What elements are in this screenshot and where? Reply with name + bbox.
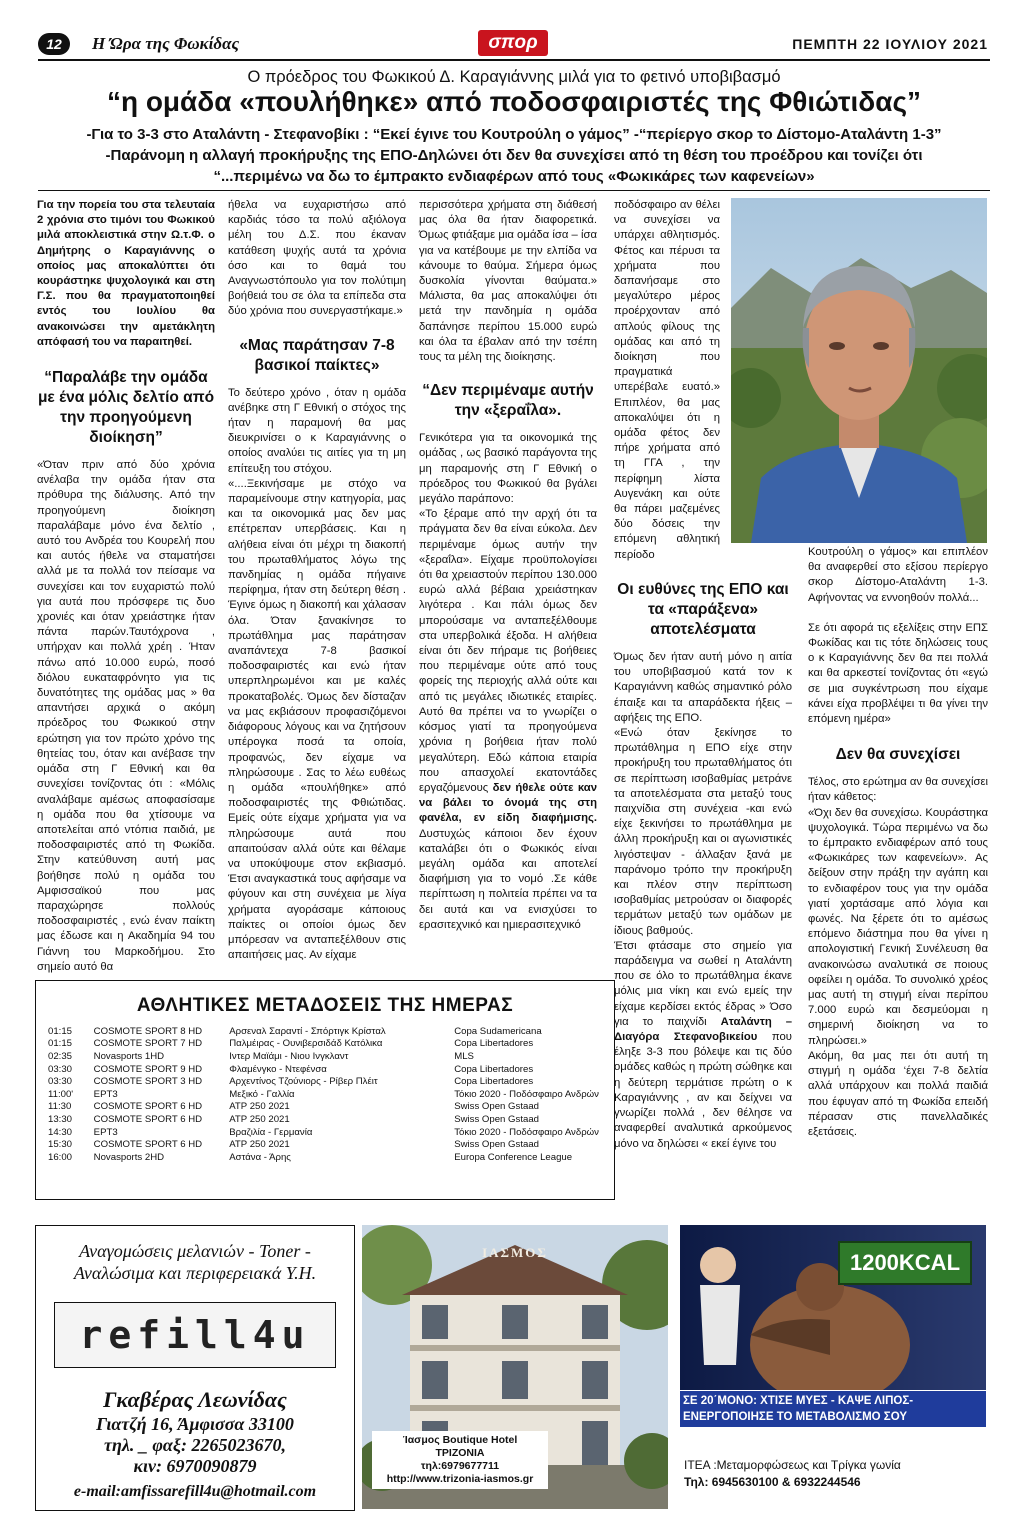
body-paragraph: Κουτρούλη ο γάμος» και επιπλέον θα αναφερθεί στο εξίσου περίεργο σκορ Δίστομο-Αταλάντη 1-3. Αφήνοντας να εννοηθούν πολλά... <box>808 546 988 604</box>
sports-broadcasts-box <box>35 980 615 1200</box>
lead-paragraph: Για την πορεία του στα τελευταία 2 χρόνια στο τιμόνι του Φωκικού μιλά αποκλειστικά στην Ω.τ.Φ. ο Δημήτρης ο Καραγιάννης ο οποίος μας αποκαλύπτει ότι κουράστηκε ψυχολογικά και στη Γ.Σ. που θα πραγματοποιηθεί εντός του Ιουλίου θα ανακοινώσει την αμετάκλητη απόφασή του να παραιτηθεί. <box>37 199 215 348</box>
refill4u-logo: refill4u <box>79 1313 311 1357</box>
refill4u-ad <box>35 1225 355 1511</box>
refill4u-logo-box <box>54 1302 336 1368</box>
broadcast-competition: Copa Libertadores <box>454 1063 534 1075</box>
broadcast-event: Μεξικό - Γαλλία <box>229 1088 295 1100</box>
broadcast-event: ATP 250 2021 <box>229 1139 290 1151</box>
broadcast-row <box>48 1113 614 1126</box>
broadcast-time: 03:30 <box>48 1076 73 1088</box>
broadcasts-table <box>48 1025 614 1164</box>
article-kicker: Ο πρόεδρος του Φωκικού Δ. Καραγιάννης μιλά για το φετινό υποβιβασμό <box>247 68 781 86</box>
broadcast-event: Αρχεντίνος Τζούνιορς - Ρίβερ Πλέιτ <box>229 1076 378 1088</box>
hotel-url[interactable]: http://www.trizonia-iasmos.gr <box>386 1473 534 1485</box>
body-paragraph: Ακόμη, θα μας πει ότι αυτή τη στιγμή η ομάδα ‘έχει 7-8 δελτία αλλά υπάρχουν και πολλά παιδιά που έφυγαν από τη Φωκίδα επειδή πέρασαν στις πανελλαδικές εξετάσεις. <box>808 1049 988 1138</box>
broadcast-channel: Novasports 2HD <box>93 1151 165 1163</box>
title-rule <box>38 190 990 191</box>
contact-email: e-mail:amfissarefill4u@hotmail.com <box>73 1483 317 1500</box>
subheading-2: -Παράνομη η αλλαγή προκήρυξης της ΕΠΟ-Δηλώνει ότι δεν θα συνεχίσει από τη θέση του προέδρου και τονίζει ότι <box>105 147 923 164</box>
broadcast-competition: Swiss Open Gstaad <box>454 1101 539 1113</box>
broadcast-event: Αστάνα - Άρης <box>229 1151 291 1163</box>
broadcast-time: 15:30 <box>48 1139 73 1151</box>
broadcast-channel: COSMOTE SPORT 3 HD <box>93 1076 203 1088</box>
broadcast-row <box>48 1088 614 1101</box>
body-paragraph: Σε ότι αφορά τις εξελίξεις στην ΕΠΣ Φωκίδας και τις τότε δηλώσεις τους ο κ Καραγιάννης δεν θα πει πολλά και θα αρκεστεί τονίζοντας ότι «εγώ σε μια συγκέντρωση που είχαμε κάνει είχα προβλέψει τι θα γίνει την επόμενη ημέρα» <box>808 621 988 726</box>
body-paragraph: «Όχι δεν θα συνεχίσω. Κουράστηκα ψυχολογικά. Τώρα περιμένω να δω το έμπρακτο ενδιαφέρων από τους «Φωκικάρες των καφενείων». Ας δείξουν στην πράξη την αγάπη και το ενδιαφέρον τους για την ομάδα γιατί χορτάσαμε από λόγια και φωνές. Να ξέρετε ότι το αμέσως επόμενο διάστημα που θα γίνει η απολογιστική Γενική Συνέλευση θα ανακοινώσω αναλυτικά σε ποιους οφείλει η ομάδα. Το συνολικό χρέος μας αυτή τη στιγμή είναι περίπου 7.000 ευρώ και δεσμεύομαι η σημερινή διοίκηση να το πληρώσει.» <box>808 806 988 1047</box>
broadcast-row <box>48 1075 614 1088</box>
broadcast-competition: Swiss Open Gstaad <box>454 1113 539 1125</box>
broadcast-row <box>48 1038 614 1051</box>
broadcast-competition: Copa Libertadores <box>454 1038 534 1050</box>
broadcast-row <box>48 1101 614 1114</box>
broadcast-competition: Swiss Open Gstaad <box>454 1139 539 1151</box>
article-headline: “η ομάδα «πουλήθηκε» από ποδοσφαιριστές της Φθιώτιδας” <box>106 86 922 117</box>
broadcast-time: 01:15 <box>48 1038 73 1050</box>
article-column-3 <box>419 198 597 933</box>
body-paragraph: ποδόσφαιρο αν θέλει να συνεχίσει να υπάρχει αθλητισμός. Φέτος και πέρυσι τα χρήματα που δαπανήσαμε στο μεγαλύτερο μέρος προέρχονταν από απλούς φίλους της ομάδας και από τη διοίκηση που πραγματικά υπερέβαλε ευατό.» Επιπλέον, θα μας αποκαλύψει ότι η ομάδα φέτος δεν πήρε χρήματα από τη ΓΓΑ , την περίφημη λίστα Αυγενάκη και ούτε θα πάρει μαζεμένες δύο δόσεις την επόμενη αθλητική περίοδο <box>614 199 720 561</box>
body-paragraph: «....Ξεκινήσαμε με στόχο να παραμείνουμε στην κατηγορία, μας και τα οικονομικά μας δεν μας επέτρεπαν υπερβάσεις. Και η αλήθεια είναι ότι μέχρι τη διακοπή του πρωταθλήματος λόγω της πανδημίας η ομάδα πήγαινε περίφημα, ήταν στη δεύτερη θέση . Έγινε όμως η διακοπή και χάλασαν όλα. Όταν ξανακίνησε το πρωτάθλημα μας παράτησαν αναπάντεχα 7-8 βασικοί ποδοσφαιριστές και ενώ ήταν υπερπληρωμένοι και με καλές προκαταβολές. Όμως δεν δίσταζαν να μας εκβιάσουν προφασιζόμενοι διάφορους λόγους και να ζητήσουν υπέρογκα ποσά τα οποία, προφανώς, δεν είχαμε να πληρώσουμε . Σας το λέω ευθέως η ομάδα «πουλήθηκε» από ποδοσφαιριστές της Φθιώτιδας. Εμείς ούτε είχαμε χρήματα για να πληρώσουμε αυτά που απαιτούσαν αλλά ούτε και θέλαμε να υποκύψουμε στον εκβιασμό. Έτσι αναγκαστικά τους αφήσαμε να φύγουν και στη συνέχεια με λίγα χρήματα αγοράσαμε κάποιους παίκτες οι οποίοι όμως δεν μπόρεσαν να ανταπεξέλθουν στις απαιτήσεις μας. Αν είχαμε <box>228 477 406 962</box>
hotel-name: Ίασμος Boutique Hotel <box>402 1434 518 1446</box>
broadcast-channel: COSMOTE SPORT 9 HD <box>93 1063 203 1075</box>
hotel-place: ΤΡΙΖΟΝΙΑ <box>435 1447 485 1459</box>
gym-slogan: ΣΕ 20΄ΜΟΝΟ: ΧΤΙΣΕ ΜΥΕΣ - ΚΑΨΕ ΛΙΠΟΣ-ΕΝΕΡΓΟΠΟΙΗΣΕ ΤΟ ΜΕΤΑΒΟΛΙΣΜΟ ΣΟΥ <box>680 1391 986 1427</box>
column-subhead: “Δεν περιμέναμε αυτήν την «ξεραΐλα». <box>422 382 594 420</box>
broadcasts-title: ΑΘΛΗΤΙΚΕΣ ΜΕΤΑΔΟΣΕΙΣ ΤΗΣ ΗΜΕΡΑΣ <box>136 995 514 1016</box>
contact-name: Γκαβέρας Λεωνίδας <box>103 1387 287 1412</box>
broadcast-competition: MLS <box>454 1050 474 1062</box>
broadcast-event: Παλμέιρας - Ουνιβερσιδάδ Κατόλικα <box>229 1038 383 1050</box>
gym-location: ΙΤΕΑ :Μεταμορφώσεως και Τρίγκα γωνία <box>684 1458 901 1472</box>
broadcast-event: Αρσεναλ Σαραντί - Σπόρτιγκ Κρίσταλ <box>229 1025 386 1037</box>
broadcast-time: 03:30 <box>48 1063 73 1075</box>
broadcast-competition: Copa Libertadores <box>454 1076 534 1088</box>
body-paragraph: Τέλος, στο ερώτημα αν θα συνεχίσει ήταν κάθετος: <box>808 776 988 804</box>
article-column-2 <box>228 198 406 963</box>
ad-tagline-line-1: Αναγομώσεις μελανιών - Toner - <box>79 1241 311 1261</box>
bold-phrase: Αταλάντη – Διαγόρα Στεφανοβικείου <box>614 1015 792 1044</box>
body-paragraph <box>419 507 597 933</box>
ad-contact <box>36 1386 354 1502</box>
broadcast-row <box>48 1025 614 1038</box>
body-paragraph: «Ενώ όταν ξεκίνησε το πρωτάθλημα η ΕΠΟ είχε στην προκήρυξη του πρωταθλήματος ότι σε περίπτωση ισοβαθμίας μετράνε τα αποτελέσματα στα μεταξύ τους παιχνίδια στη συνέχεια -και ενώ είχε ξεκινήσει το πρωτάθλημα με άλλη προκήρυξη και οι αγωνιστικές λιγόστεψαν - άλλαξαν ξανά με παράνομο τρόπο την προκήρυξη και πλέον στην περίπτωση ισοβαθμίας μετρούσαν οι διαφορές τερμάτων μεταξύ των ομάδων με ίδιους βαθμούς. <box>614 727 792 937</box>
broadcast-event: ATP 250 2021 <box>229 1113 290 1125</box>
body-text: «Το ξέραμε από την αρχή ότι τα πράγματα δεν θα είναι εύκολα. Δεν περιμέναμε όμως αυτήν την «ξεραΐλα». Είχαμε προϋπολογίσει ότι θα χρειαστούν περίπου 130.000 ευρώ αλλά βέβαια χρειάστηκαν λιγότερα . Και πάλι όμως δεν μπορούσαμε να ανταπεξέλθουμε στα υπερβολικά έξοδα. Η αλήθεια είναι ότι δεν πήραμε τις βοήθειες που περιμέναμε ούτε από τους φορείς της περιοχής αλλά ούτε και από τις μεγάλες ιδιωτικές εταιρίες. Αυτό θα πρέπει να το γνωρίζει ο κόσμος γιατί τα προηγούμενα χρόνια η βοήθεια ήταν πολύ μεγαλύτερη. Εδώ κάποια εταιρία που απασχολεί εκατοντάδες εργαζόμενους <box>419 508 597 794</box>
broadcast-competition: Copa Sudamericana <box>454 1025 542 1037</box>
body-paragraph <box>614 939 792 1152</box>
broadcast-time: 01:15 <box>48 1025 73 1037</box>
issue-date: ΠΕΜΠΤΗ 22 ΙΟΥΛΙΟΥ 2021 <box>792 36 988 52</box>
broadcast-competition: Τόκιο 2020 - Ποδόσφαιρο Ανδρών <box>454 1088 599 1100</box>
broadcast-channel: COSMOTE SPORT 7 HD <box>93 1038 203 1050</box>
subheading-3: “...περιμένω να δω το έμπρακτο ενδιαφέρων από τους «Φωκικάρες των καφενείων» <box>213 168 815 185</box>
broadcast-channel: COSMOTE SPORT 6 HD <box>93 1101 203 1113</box>
body-paragraph: Γενικότερα για τα οικονομικά της ομάδας , ως βασικό παράγοντα της μη παραμονής στη Γ Εθνική ο πρόεδρος του Φωκικού θα βγάλει μεγάλο παράπονο: <box>419 432 597 506</box>
contact-phone: τηλ. _ φαξ: 2265023670, <box>104 1435 286 1455</box>
body-paragraph: περισσότερα χρήματα στη διάθεσή μας όλα θα ήταν διαφορετικά. Όμως φτιάξαμε μια ομάδα ίσα – ίσα για να κατέβουμε με την ελπίδα να κάνουμε το θαύμα. Σήμερα όμως δυσκολία γίνονται θαύματα.» Μάλιστα, θα μας αποκαλύψει ότι μετά την πανδημία η ομάδα δαπάνησε περίπου 15.000 ευρώ και όλα τα έβαλαν από την τσέπη τους τα μέλη της διοίκησης. <box>419 199 597 364</box>
calories-badge: 1200KCAL <box>838 1241 972 1285</box>
ad-tagline <box>36 1240 354 1284</box>
column-subhead: Δεν θα συνεχίσει <box>835 746 961 764</box>
broadcast-channel: COSMOTE SPORT 8 HD <box>93 1025 203 1037</box>
broadcast-time: 11:30 <box>48 1101 72 1113</box>
body-text: Έτσι φτάσαμε στο σημείο για παράδειγμα να σωθεί η Αταλάντη που σε όλο το πρωτάθλημα έκανε μόλις μια νίκη και ενώ εμείς την είχαμε κερδίσει εκτός έδρας » Όσο για το παιχνίδι <box>614 939 792 1028</box>
broadcast-time: 02:35 <box>48 1050 73 1062</box>
article-column-5 <box>808 545 988 1140</box>
column-subhead: “Παραλάβε την ομάδα με ένα μόλις δελτίο από την προηγούμενη διοίκηση” <box>37 369 215 447</box>
broadcast-competition: Europa Conference League <box>454 1151 573 1163</box>
column-subhead: «Μας παράτησαν 7-8 βασικοί παίκτες» <box>239 336 395 374</box>
ad-tagline-line-2: Αναλώσιμα και περιφερειακά Υ.Η. <box>73 1263 317 1283</box>
article-column-4 <box>614 580 792 1152</box>
broadcast-event: ATP 250 2021 <box>229 1101 290 1113</box>
broadcast-time: 14:30 <box>48 1126 73 1138</box>
broadcast-time: 16:00 <box>48 1151 73 1163</box>
article-column-4-top <box>614 198 720 563</box>
broadcast-row <box>48 1050 614 1063</box>
newspaper-name: Η Ώρα της Φωκίδας <box>92 34 240 53</box>
broadcast-time: 11:00' <box>48 1088 74 1100</box>
broadcast-row <box>48 1063 614 1076</box>
page-number: 12 <box>38 33 70 55</box>
broadcast-channel: Novasports 1HD <box>93 1050 165 1062</box>
broadcast-channel: COSMOTE SPORT 6 HD <box>93 1139 203 1151</box>
section-badge: σπορ <box>478 30 548 56</box>
broadcast-event: Φλαμένγκο - Ντεφένσα <box>229 1063 327 1075</box>
broadcast-competition: Τόκιο 2020 - Ποδόσφαιρο Ανδρών <box>454 1126 599 1138</box>
gym-phones: Τηλ: 6945630100 & 6932244546 <box>684 1475 861 1489</box>
body-paragraph: Το δεύτερο χρόνο , όταν η ομάδα ανέβηκε στη Γ Εθνική ο στόχος της ήταν η παραμονή θα μας διευκρινίσει ο κ Καραγιάννης ο οποίος αναλύει τις αιτίες για τη μη επίτευξη του στόχου. <box>228 386 406 475</box>
president-photo <box>731 198 987 543</box>
broadcast-row <box>48 1151 614 1164</box>
broadcast-channel: COSMOTE SPORT 6 HD <box>93 1113 203 1125</box>
gym-contact <box>684 1457 984 1491</box>
bold-phrase: δεν ήθελε ούτε καν να βάλει το όνομά της στη φανέλα, εν είδη διαφήμισης. <box>419 781 597 825</box>
contact-mobile: κιν: 6970090879 <box>133 1456 257 1476</box>
header-rule <box>38 59 990 61</box>
iasmos-hotel-ad <box>362 1225 668 1509</box>
contact-address: Γιατζή 16, Άμφισσα 33100 <box>96 1414 294 1434</box>
hotel-sign: ΙΑΣΜΟΣ <box>482 1245 548 1260</box>
broadcast-event: Ιντερ Μαϊάμι - Νιου Ινγκλαντ <box>229 1050 349 1062</box>
broadcast-channel: ΕΡΤ3 <box>93 1126 118 1138</box>
broadcast-time: 13:30 <box>48 1113 73 1125</box>
body-text: Δυστυχώς κάποιοι δεν έχουν καταλάβει ότι ο Φωκικός είναι μεγάλη ομάδα και αποτελεί διαφήμιση για το νομό .Σε κάθε περίπτωση η πολιτεία πρέπει να τα δει αυτά και να ενισχύσει το ερασιτεχνικό και ημιερασιτεχνικό <box>419 827 597 931</box>
gym-ad <box>680 1225 986 1509</box>
broadcast-row <box>48 1126 614 1139</box>
broadcast-row <box>48 1138 614 1151</box>
column-subhead: Οι ευθύνες της ΕΠΟ και τα «παράξενα» αποτελέσματα <box>617 581 789 638</box>
body-paragraph: Όμως δεν ήταν αυτή μόνο η αιτία του υποβιβασμού κατά τον κ Καραγιάννη καθώς σημαντικό ρόλο έπαιξε και τα απαράδεκτα ήξεις – αφήξεις της ΕΠΟ. <box>614 651 792 724</box>
hotel-info-box <box>372 1431 548 1489</box>
body-paragraph: «Όταν πριν από δύο χρόνια ανέλαβα την ομάδα ήταν στα πρόθυρα της διάλυσης. Από την προηγούμενη διοίκηση παραλάβαμε μόνο ένα δελτίο , αυτό του Ανδρέα του Κουρελή που και αυτός ήθελε να σταματήσει αλλά με τα πολλά τον πείσαμε να συνεχίσει και τον ευχαριστώ πολύ για αυτά που πρόσφερε τις δυο χρονιές και όταν χρειάστηκε ήταν πάντα παρών.Ταυτόχρονα , υπήρχαν και πολλά χρέη . Ήταν πάνω από 10.000 ευρώ, ποσό διόλου ευκαταφρόνητο για τις δυνατότητες της ομάδας μας » θα απαντήσει αρχικά ο ακόμη πρόεδρος του Φωκικού στην ερώτηση για τον πρώτο χρόνο της θητείας του, όταν και ανέβασε την ομάδα στη Γ Εθνική και θα συνεχίσει τονίζοντας ότι : «Μόλις αναλάβαμε αμέσως αποφασίσαμε η ομάδα που θα χτίσουμε να αποτελείται από ντόπια παιδιά, με ποδοσφαιριστές από τη Φωκίδα. Στην κατεύθυνση αυτή μας βοήθησε πολύ η ομάδα του Αμφισσαϊκού που μας παραχώρησε πολλούς ποδοσφαιριστές , ενώ έναν παίκτη μας έδωσε και η Ακαδημία 94 του Γιάννη του Μαρκοδήμου. Στο σημείο αυτό θα <box>37 459 215 973</box>
body-text: που έληξε 3-3 που βόλεψε και τις δύο ομάδες καθώς η πρώτη σώθηκε και η δεύτερη τερμάτισε πρώτη ο κ Καραγιάννης , αν και δείχνει να γνωρίζει πολλά , δεν θέλησε να αναφερθεί αναλυτικά αρκούμενος μόνο να δηλώσει « εκεί έγινε του <box>614 1031 792 1150</box>
body-paragraph: ήθελα να ευχαριστήσω από καρδιάς τόσο τα πολύ αξιόλογα μέλη του Δ.Σ. που έκαναν κατάθεση ψυχής αυτά τα χρόνια όσο και το θαμά του Αναγνωστόπουλο για τον πολύτιμη βοήθειά του σε όλα τα επίπεδα στα δύο χρόνια που συνεργαστήκαμε.» <box>228 199 406 318</box>
article-column-1 <box>37 198 215 975</box>
portrait-image <box>731 198 987 543</box>
subheading-1: -Για το 3-3 στο Αταλάντη - Στεφανοβίκι : “Εκεί έγινε του Κουτρούλη ο γάμος” -“περίεργο σκορ το Δίστομο-Αταλάντη 1-3” <box>86 126 942 143</box>
broadcast-channel: ΕΡΤ3 <box>93 1088 118 1100</box>
broadcast-event: Βραζιλία - Γερμανία <box>229 1126 313 1138</box>
hotel-phone: τηλ:6979677711 <box>420 1460 500 1472</box>
